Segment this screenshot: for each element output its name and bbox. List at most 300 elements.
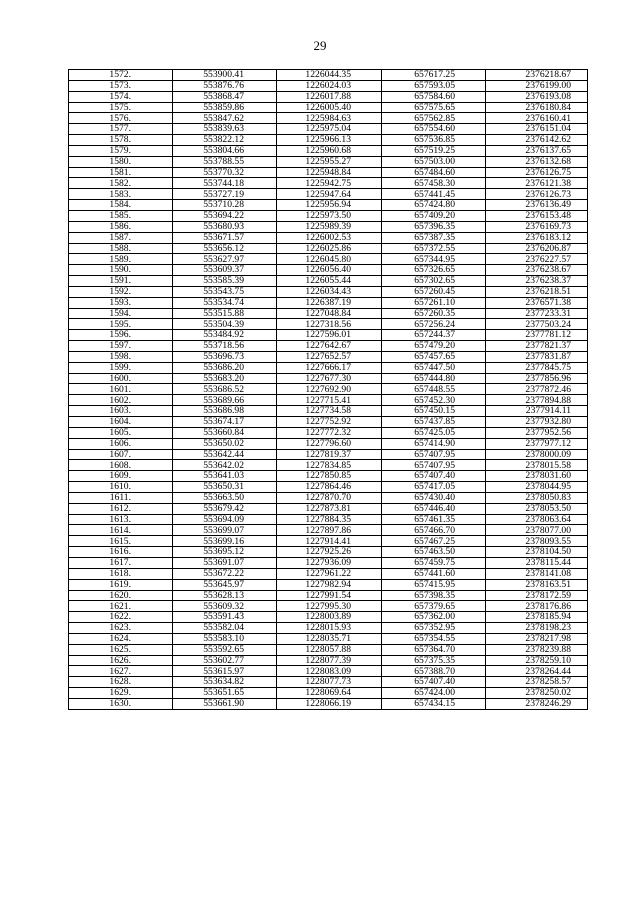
point-number-cell: 1581. xyxy=(69,167,173,178)
coord-y1-cell: 1226024.03 xyxy=(277,80,382,91)
coord-y1-cell: 1228015.93 xyxy=(277,623,382,634)
coord-x1-cell: 553699.16 xyxy=(173,536,277,547)
table-row xyxy=(69,330,588,341)
coord-y2-cell: 2378239.88 xyxy=(486,644,588,655)
coord-x2-cell: 657467.25 xyxy=(382,536,486,547)
coord-y1-cell: 1225956.94 xyxy=(277,200,382,211)
coord-x1-cell: 553627.97 xyxy=(173,254,277,265)
coord-x2-cell: 657398.35 xyxy=(382,590,486,601)
table-row xyxy=(69,449,588,460)
coord-x2-cell: 657260.35 xyxy=(382,308,486,319)
point-number-cell: 1591. xyxy=(69,276,173,287)
coord-y1-cell: 1226387.19 xyxy=(277,297,382,308)
point-number-cell: 1607. xyxy=(69,449,173,460)
coord-y1-cell: 1225948.84 xyxy=(277,167,382,178)
coord-x2-cell: 657407.95 xyxy=(382,449,486,460)
table-row xyxy=(69,91,588,102)
coord-x1-cell: 553694.22 xyxy=(173,210,277,221)
coord-x1-cell: 553656.12 xyxy=(173,243,277,254)
point-number-cell: 1573. xyxy=(69,80,173,91)
coord-y2-cell: 2378172.59 xyxy=(486,590,588,601)
coord-y2-cell: 2376136.49 xyxy=(486,200,588,211)
coord-x1-cell: 553591.43 xyxy=(173,612,277,623)
point-number-cell: 1577. xyxy=(69,124,173,135)
table-row xyxy=(69,145,588,156)
coord-x1-cell: 553696.73 xyxy=(173,351,277,362)
table-row xyxy=(69,492,588,503)
coord-y1-cell: 1228077.39 xyxy=(277,655,382,666)
coord-y2-cell: 2378050.83 xyxy=(486,492,588,503)
point-number-cell: 1572. xyxy=(69,70,173,81)
coord-x1-cell: 553650.02 xyxy=(173,438,277,449)
coord-x1-cell: 553672.22 xyxy=(173,568,277,579)
point-number-cell: 1608. xyxy=(69,460,173,471)
coord-y2-cell: 2377952.56 xyxy=(486,427,588,438)
coord-x2-cell: 657261.10 xyxy=(382,297,486,308)
table-row xyxy=(69,503,588,514)
coord-x2-cell: 657302.65 xyxy=(382,276,486,287)
table-row xyxy=(69,438,588,449)
point-number-cell: 1624. xyxy=(69,633,173,644)
coord-x2-cell: 657424.00 xyxy=(382,688,486,699)
point-number-cell: 1619. xyxy=(69,579,173,590)
coord-x2-cell: 657479.20 xyxy=(382,341,486,352)
coord-y1-cell: 1226055.44 xyxy=(277,276,382,287)
point-number-cell: 1603. xyxy=(69,406,173,417)
coord-y2-cell: 2377233.31 xyxy=(486,308,588,319)
table-row xyxy=(69,156,588,167)
coord-x1-cell: 553788.55 xyxy=(173,156,277,167)
coord-y1-cell: 1227796.60 xyxy=(277,438,382,449)
coord-x1-cell: 553634.82 xyxy=(173,677,277,688)
table-row xyxy=(69,124,588,135)
coord-x2-cell: 657463.50 xyxy=(382,547,486,558)
coord-x2-cell: 657441.60 xyxy=(382,568,486,579)
coord-x2-cell: 657466.70 xyxy=(382,525,486,536)
coord-x1-cell: 553686.52 xyxy=(173,384,277,395)
coord-y1-cell: 1227692.90 xyxy=(277,384,382,395)
point-number-cell: 1621. xyxy=(69,601,173,612)
coord-y2-cell: 2378217.98 xyxy=(486,633,588,644)
table-row xyxy=(69,482,588,493)
coord-x2-cell: 657344.95 xyxy=(382,254,486,265)
coord-x2-cell: 657446.40 xyxy=(382,503,486,514)
coord-y2-cell: 2376142.62 xyxy=(486,135,588,146)
table-row xyxy=(69,265,588,276)
table-row xyxy=(69,351,588,362)
coord-x1-cell: 553770.32 xyxy=(173,167,277,178)
table-row xyxy=(69,666,588,677)
coord-y1-cell: 1227652.57 xyxy=(277,351,382,362)
coord-x2-cell: 657375.35 xyxy=(382,655,486,666)
coord-x1-cell: 553641.03 xyxy=(173,471,277,482)
coord-y2-cell: 2376137.65 xyxy=(486,145,588,156)
table-row xyxy=(69,210,588,221)
coord-x1-cell: 553839.63 xyxy=(173,124,277,135)
coord-x2-cell: 657459.75 xyxy=(382,557,486,568)
coord-x2-cell: 657503.00 xyxy=(382,156,486,167)
coord-y2-cell: 2378053.50 xyxy=(486,503,588,514)
coord-x2-cell: 657441.45 xyxy=(382,189,486,200)
table-row xyxy=(69,70,588,81)
table-row xyxy=(69,80,588,91)
coord-x1-cell: 553694.09 xyxy=(173,514,277,525)
coord-x2-cell: 657388.70 xyxy=(382,666,486,677)
coord-y2-cell: 2378000.09 xyxy=(486,449,588,460)
table-row xyxy=(69,276,588,287)
coord-x1-cell: 553661.90 xyxy=(173,698,277,709)
coord-x1-cell: 553602.77 xyxy=(173,655,277,666)
coord-y2-cell: 2376227.57 xyxy=(486,254,588,265)
coord-y1-cell: 1228035.71 xyxy=(277,633,382,644)
point-number-cell: 1615. xyxy=(69,536,173,547)
coord-y1-cell: 1225973.50 xyxy=(277,210,382,221)
coord-x2-cell: 657256.24 xyxy=(382,319,486,330)
coord-x1-cell: 553718.56 xyxy=(173,341,277,352)
table-row xyxy=(69,579,588,590)
coord-x2-cell: 657452.30 xyxy=(382,395,486,406)
coord-y1-cell: 1226056.40 xyxy=(277,265,382,276)
table-row xyxy=(69,547,588,558)
coord-y2-cell: 2376193.08 xyxy=(486,91,588,102)
coord-y2-cell: 2377894.88 xyxy=(486,395,588,406)
coord-y2-cell: 2376238.37 xyxy=(486,276,588,287)
coord-y2-cell: 2377845.75 xyxy=(486,362,588,373)
table-row xyxy=(69,406,588,417)
coord-y1-cell: 1226044.35 xyxy=(277,70,382,81)
coordinates-table-body xyxy=(69,70,588,710)
coord-x2-cell: 657430.40 xyxy=(382,492,486,503)
table-row xyxy=(69,243,588,254)
table-row xyxy=(69,200,588,211)
coord-y2-cell: 2376183.12 xyxy=(486,232,588,243)
point-number-cell: 1611. xyxy=(69,492,173,503)
table-row xyxy=(69,232,588,243)
coord-x1-cell: 553710.28 xyxy=(173,200,277,211)
point-number-cell: 1580. xyxy=(69,156,173,167)
point-number-cell: 1595. xyxy=(69,319,173,330)
table-row xyxy=(69,698,588,709)
coord-y1-cell: 1228069.64 xyxy=(277,688,382,699)
coord-x2-cell: 657354.55 xyxy=(382,633,486,644)
coord-x1-cell: 553515.88 xyxy=(173,308,277,319)
coord-y2-cell: 2376126.73 xyxy=(486,189,588,200)
coord-x1-cell: 553847.62 xyxy=(173,113,277,124)
coord-y2-cell: 2377503.24 xyxy=(486,319,588,330)
coord-y1-cell: 1227982.94 xyxy=(277,579,382,590)
coord-x1-cell: 553679.42 xyxy=(173,503,277,514)
coord-x1-cell: 553592.65 xyxy=(173,644,277,655)
coord-x2-cell: 657415.95 xyxy=(382,579,486,590)
point-number-cell: 1601. xyxy=(69,384,173,395)
coord-x1-cell: 553651.65 xyxy=(173,688,277,699)
coord-x2-cell: 657617.25 xyxy=(382,70,486,81)
coord-x2-cell: 657407.40 xyxy=(382,471,486,482)
coord-y2-cell: 2378185.94 xyxy=(486,612,588,623)
coord-x2-cell: 657584.60 xyxy=(382,91,486,102)
coord-y1-cell: 1227925.26 xyxy=(277,547,382,558)
coord-x1-cell: 553609.37 xyxy=(173,265,277,276)
coord-x2-cell: 657484.60 xyxy=(382,167,486,178)
coord-x1-cell: 553689.66 xyxy=(173,395,277,406)
coord-y2-cell: 2376571.38 xyxy=(486,297,588,308)
coord-y2-cell: 2376238.67 xyxy=(486,265,588,276)
coord-x1-cell: 553680.93 xyxy=(173,221,277,232)
coord-y1-cell: 1228077.73 xyxy=(277,677,382,688)
coord-x1-cell: 553534.74 xyxy=(173,297,277,308)
coord-y1-cell: 1225942.75 xyxy=(277,178,382,189)
point-number-cell: 1589. xyxy=(69,254,173,265)
table-row xyxy=(69,644,588,655)
coord-y1-cell: 1227048.84 xyxy=(277,308,382,319)
coord-y1-cell: 1227677.30 xyxy=(277,373,382,384)
point-number-cell: 1612. xyxy=(69,503,173,514)
coord-y2-cell: 2378141.08 xyxy=(486,568,588,579)
point-number-cell: 1586. xyxy=(69,221,173,232)
coord-y2-cell: 2378044.95 xyxy=(486,482,588,493)
coord-x1-cell: 553699.07 xyxy=(173,525,277,536)
coord-x2-cell: 657461.35 xyxy=(382,514,486,525)
point-number-cell: 1616. xyxy=(69,547,173,558)
coord-y1-cell: 1225984.63 xyxy=(277,113,382,124)
table-row xyxy=(69,612,588,623)
table-row xyxy=(69,102,588,113)
point-number-cell: 1610. xyxy=(69,482,173,493)
coord-y1-cell: 1225989.39 xyxy=(277,221,382,232)
table-row xyxy=(69,623,588,634)
coord-x2-cell: 657448.55 xyxy=(382,384,486,395)
coord-y2-cell: 2378077.00 xyxy=(486,525,588,536)
coord-x1-cell: 553671.57 xyxy=(173,232,277,243)
point-number-cell: 1630. xyxy=(69,698,173,709)
coord-x1-cell: 553876.76 xyxy=(173,80,277,91)
coord-x1-cell: 553695.12 xyxy=(173,547,277,558)
coord-x2-cell: 657575.65 xyxy=(382,102,486,113)
table-row xyxy=(69,362,588,373)
coord-y2-cell: 2377831.87 xyxy=(486,351,588,362)
point-number-cell: 1578. xyxy=(69,135,173,146)
point-number-cell: 1597. xyxy=(69,341,173,352)
table-row xyxy=(69,308,588,319)
coord-y1-cell: 1227864.46 xyxy=(277,482,382,493)
point-number-cell: 1613. xyxy=(69,514,173,525)
coord-y2-cell: 2378246.29 xyxy=(486,698,588,709)
coordinates-table xyxy=(68,69,588,710)
coord-x2-cell: 657396.35 xyxy=(382,221,486,232)
table-row xyxy=(69,395,588,406)
coord-x1-cell: 553583.10 xyxy=(173,633,277,644)
point-number-cell: 1598. xyxy=(69,351,173,362)
coord-x2-cell: 657457.65 xyxy=(382,351,486,362)
coord-y2-cell: 2378063.64 xyxy=(486,514,588,525)
coord-x1-cell: 553609.32 xyxy=(173,601,277,612)
coord-x1-cell: 553859.86 xyxy=(173,102,277,113)
point-number-cell: 1627. xyxy=(69,666,173,677)
coord-y1-cell: 1226002.53 xyxy=(277,232,382,243)
coord-y1-cell: 1227995.30 xyxy=(277,601,382,612)
coord-x2-cell: 657379.65 xyxy=(382,601,486,612)
coord-y1-cell: 1226025.86 xyxy=(277,243,382,254)
coord-x1-cell: 553868.47 xyxy=(173,91,277,102)
coord-x2-cell: 657458.30 xyxy=(382,178,486,189)
coord-y2-cell: 2378258.57 xyxy=(486,677,588,688)
point-number-cell: 1587. xyxy=(69,232,173,243)
coord-x1-cell: 553900.41 xyxy=(173,70,277,81)
coord-x2-cell: 657326.65 xyxy=(382,265,486,276)
coord-y1-cell: 1227715.41 xyxy=(277,395,382,406)
table-row xyxy=(69,189,588,200)
table-row xyxy=(69,341,588,352)
point-number-cell: 1579. xyxy=(69,145,173,156)
coord-y2-cell: 2377914.11 xyxy=(486,406,588,417)
coord-y2-cell: 2376218.67 xyxy=(486,70,588,81)
coord-y2-cell: 2377932.80 xyxy=(486,417,588,428)
table-row xyxy=(69,417,588,428)
coord-y2-cell: 2378176.86 xyxy=(486,601,588,612)
coord-y1-cell: 1225975.04 xyxy=(277,124,382,135)
coord-x2-cell: 657447.50 xyxy=(382,362,486,373)
coord-y2-cell: 2376126.75 xyxy=(486,167,588,178)
point-number-cell: 1599. xyxy=(69,362,173,373)
coord-y1-cell: 1227752.92 xyxy=(277,417,382,428)
coord-y1-cell: 1226017.88 xyxy=(277,91,382,102)
table-row xyxy=(69,373,588,384)
coord-y2-cell: 2376151.04 xyxy=(486,124,588,135)
coord-x1-cell: 553674.17 xyxy=(173,417,277,428)
table-row xyxy=(69,460,588,471)
point-number-cell: 1588. xyxy=(69,243,173,254)
coord-x2-cell: 657409.20 xyxy=(382,210,486,221)
coord-x1-cell: 553615.97 xyxy=(173,666,277,677)
point-number-cell: 1605. xyxy=(69,427,173,438)
point-number-cell: 1602. xyxy=(69,395,173,406)
coord-y1-cell: 1225960.68 xyxy=(277,145,382,156)
coord-y2-cell: 2376206.87 xyxy=(486,243,588,254)
table-row xyxy=(69,427,588,438)
coord-y2-cell: 2378264.44 xyxy=(486,666,588,677)
coord-y1-cell: 1227897.86 xyxy=(277,525,382,536)
point-number-cell: 1606. xyxy=(69,438,173,449)
table-row xyxy=(69,590,588,601)
point-number-cell: 1590. xyxy=(69,265,173,276)
coord-y1-cell: 1226005.40 xyxy=(277,102,382,113)
point-number-cell: 1582. xyxy=(69,178,173,189)
table-row xyxy=(69,601,588,612)
point-number-cell: 1625. xyxy=(69,644,173,655)
point-number-cell: 1583. xyxy=(69,189,173,200)
coord-y2-cell: 2378250.02 xyxy=(486,688,588,699)
coord-x1-cell: 553645.97 xyxy=(173,579,277,590)
point-number-cell: 1585. xyxy=(69,210,173,221)
coord-x1-cell: 553744.18 xyxy=(173,178,277,189)
coord-y2-cell: 2376169.73 xyxy=(486,221,588,232)
point-number-cell: 1629. xyxy=(69,688,173,699)
coord-y1-cell: 1228003.89 xyxy=(277,612,382,623)
coord-y1-cell: 1227870.70 xyxy=(277,492,382,503)
coord-y1-cell: 1227961.22 xyxy=(277,568,382,579)
table-row xyxy=(69,221,588,232)
coord-y1-cell: 1227991.54 xyxy=(277,590,382,601)
point-number-cell: 1604. xyxy=(69,417,173,428)
point-number-cell: 1584. xyxy=(69,200,173,211)
coord-y1-cell: 1227642.67 xyxy=(277,341,382,352)
coord-y2-cell: 2376160.41 xyxy=(486,113,588,124)
coord-y2-cell: 2377856.96 xyxy=(486,373,588,384)
coord-y2-cell: 2376132.68 xyxy=(486,156,588,167)
coord-x2-cell: 657372.55 xyxy=(382,243,486,254)
point-number-cell: 1618. xyxy=(69,568,173,579)
coord-x1-cell: 553663.50 xyxy=(173,492,277,503)
coord-x2-cell: 657434.15 xyxy=(382,698,486,709)
table-row xyxy=(69,178,588,189)
table-row xyxy=(69,319,588,330)
table-row xyxy=(69,297,588,308)
coord-x1-cell: 553691.07 xyxy=(173,557,277,568)
table-row xyxy=(69,568,588,579)
coord-x1-cell: 553822.12 xyxy=(173,135,277,146)
coord-x1-cell: 553683.20 xyxy=(173,373,277,384)
coord-x2-cell: 657444.80 xyxy=(382,373,486,384)
coord-x1-cell: 553686.20 xyxy=(173,362,277,373)
coord-y2-cell: 2377977.12 xyxy=(486,438,588,449)
table-row xyxy=(69,384,588,395)
table-row xyxy=(69,286,588,297)
point-number-cell: 1593. xyxy=(69,297,173,308)
coord-x1-cell: 553628.13 xyxy=(173,590,277,601)
point-number-cell: 1600. xyxy=(69,373,173,384)
coord-y1-cell: 1227734.58 xyxy=(277,406,382,417)
coord-y2-cell: 2378031.60 xyxy=(486,471,588,482)
point-number-cell: 1614. xyxy=(69,525,173,536)
coord-y1-cell: 1228083.09 xyxy=(277,666,382,677)
coord-y1-cell: 1228057.88 xyxy=(277,644,382,655)
coord-y1-cell: 1228066.19 xyxy=(277,698,382,709)
coord-x1-cell: 553686.98 xyxy=(173,406,277,417)
coord-x2-cell: 657387.35 xyxy=(382,232,486,243)
point-number-cell: 1617. xyxy=(69,557,173,568)
coord-x2-cell: 657437.85 xyxy=(382,417,486,428)
coord-x2-cell: 657364.70 xyxy=(382,644,486,655)
coord-y1-cell: 1227914.41 xyxy=(277,536,382,547)
coord-x1-cell: 553642.44 xyxy=(173,449,277,460)
coord-x2-cell: 657260.45 xyxy=(382,286,486,297)
coord-y1-cell: 1225966.13 xyxy=(277,135,382,146)
coord-y2-cell: 2378259.10 xyxy=(486,655,588,666)
page-number: 29 xyxy=(313,38,327,53)
coord-y1-cell: 1227666.17 xyxy=(277,362,382,373)
coord-y1-cell: 1227936.09 xyxy=(277,557,382,568)
table-row xyxy=(69,536,588,547)
coord-y2-cell: 2376153.48 xyxy=(486,210,588,221)
coord-y2-cell: 2378115.44 xyxy=(486,557,588,568)
table-row xyxy=(69,254,588,265)
coord-x1-cell: 553582.04 xyxy=(173,623,277,634)
point-number-cell: 1626. xyxy=(69,655,173,666)
point-number-cell: 1576. xyxy=(69,113,173,124)
coord-y2-cell: 2378104.50 xyxy=(486,547,588,558)
coord-x2-cell: 657425.05 xyxy=(382,427,486,438)
coord-y2-cell: 2376218.51 xyxy=(486,286,588,297)
table-row xyxy=(69,514,588,525)
coord-y1-cell: 1227884.35 xyxy=(277,514,382,525)
point-number-cell: 1575. xyxy=(69,102,173,113)
coord-y1-cell: 1227850.85 xyxy=(277,471,382,482)
point-number-cell: 1620. xyxy=(69,590,173,601)
table-row xyxy=(69,471,588,482)
coord-x2-cell: 657536.85 xyxy=(382,135,486,146)
coord-y1-cell: 1227873.81 xyxy=(277,503,382,514)
coord-x2-cell: 657519.25 xyxy=(382,145,486,156)
